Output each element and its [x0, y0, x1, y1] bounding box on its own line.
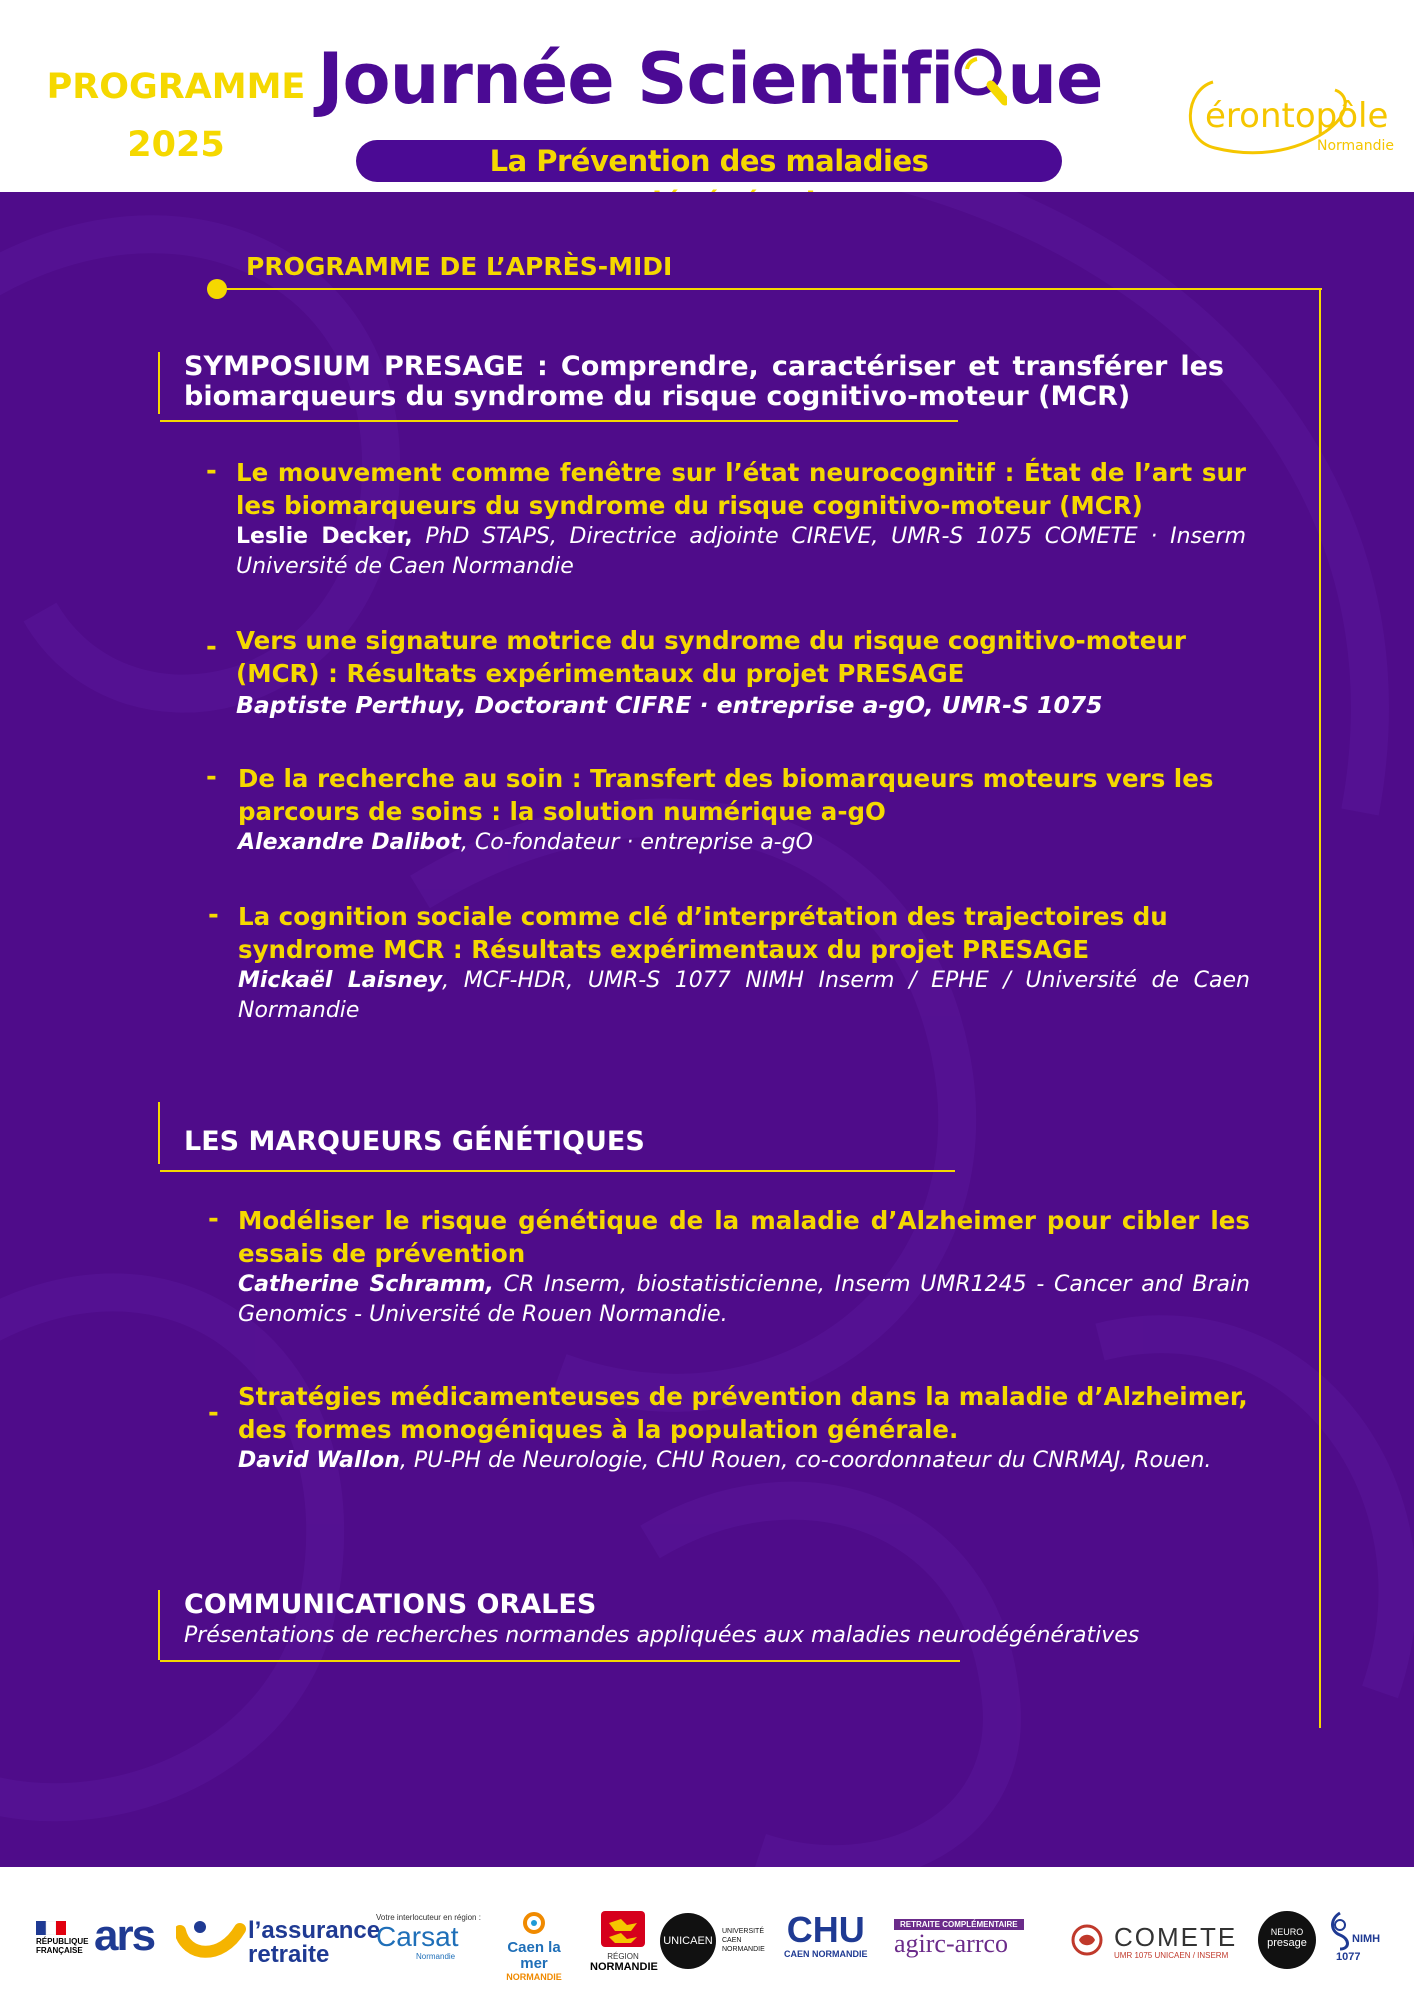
nimh-number: 1077 [1336, 1951, 1361, 1963]
ars-text: ars [94, 1911, 155, 1960]
caen-la-mer-icon [521, 1911, 547, 1935]
gerontopole-name: érontopôle [1205, 96, 1389, 136]
talk-speaker [236, 690, 1246, 720]
assurance-line2: retraite [248, 1941, 330, 1968]
nimh-logo [1326, 1911, 1386, 1963]
section-underline [160, 420, 958, 422]
magnifier-icon [953, 42, 1007, 96]
neuro-presage-logo [1258, 1911, 1316, 1969]
talk-item [208, 1380, 1250, 1476]
talk-title: Le mouvement comme fenêtre sur l’état neurocognitif : État de l’art sur les biomarqueurs du syndrome du risque cognitivo-moteur (MCR) [236, 458, 1246, 520]
speaker-details: CR Inserm, biostatisticienne, Inserm UMR1245 - Cancer and Brain Genomics - Université de Rouen Normandie. [238, 1272, 1251, 1327]
programme-year: 2025 [127, 125, 225, 165]
section-underline [160, 1170, 955, 1172]
speaker-name: Mickaël Laisney [238, 968, 443, 993]
list-dash: - [206, 632, 217, 662]
talk-item [208, 1204, 1250, 1330]
section-bar [158, 352, 160, 414]
assurance-line1: l’assurance [248, 1917, 381, 1944]
event-title-end: ue [1007, 38, 1103, 120]
republique-text: RÉPUBLIQUE FRANÇAISE [36, 1937, 89, 1955]
agirc-tagline: RETRAITE COMPLÉMENTAIRE [894, 1919, 1024, 1930]
agirc-arrco-logo [894, 1919, 1024, 1958]
speaker-name: David Wallon [238, 1448, 400, 1473]
unicaen-side-text: UNIVERSITÉ CAEN NORMANDIE [722, 1928, 765, 1953]
caen-line1: Caen la mer [507, 1939, 561, 1972]
talk-title: Stratégies médicamenteuses de prévention dans la maladie d’Alzheimer, des formes monogéniques à la population générale. [238, 1382, 1248, 1444]
talk-item [206, 624, 1246, 720]
region-line1: RÉGION [607, 1952, 639, 1961]
programme-label [36, 58, 316, 174]
nimh-text: NIMH [1352, 1933, 1381, 1945]
timeline-horizontal-line [220, 288, 1322, 290]
comete-sub: UMR 1075 UNICAEN / INSERM [1114, 1951, 1229, 1960]
carsat-tagline: Votre interlocuteur en région : [376, 1913, 481, 1922]
speaker-name: Baptiste Perthuy, Doctorant CIFRE · entreprise a-gO, UMR-S 1075 [236, 691, 1103, 719]
french-flag-icon [36, 1921, 66, 1935]
brain-logo [1070, 1923, 1104, 1962]
unicaen-badge: UNICAEN [660, 1913, 716, 1969]
speaker-name: Catherine Schramm, [238, 1272, 494, 1297]
speaker-details: , Co-fondateur · entreprise a-gO [460, 830, 813, 855]
list-dash: - [206, 456, 217, 486]
carsat-text: Carsat [376, 1921, 459, 1952]
talk-item [206, 762, 1246, 858]
neuro-line2: presage [1267, 1937, 1307, 1949]
gerontopole-logo [1175, 60, 1395, 170]
speaker-name: Leslie Decker, [236, 524, 413, 549]
talk-speaker [236, 522, 1246, 582]
section-bar [158, 1102, 160, 1164]
comete-logo [1114, 1923, 1237, 1960]
chu-logo [784, 1911, 868, 1959]
assurance-retraite-icon [176, 1919, 246, 1959]
oral-communications-heading: COMMUNICATIONS ORALES [184, 1589, 597, 1620]
talk-speaker [238, 966, 1250, 1026]
list-dash: - [208, 900, 219, 930]
event-title-text: Journée Scientifi [317, 38, 954, 120]
region-line2: NORMANDIE [590, 1961, 658, 1973]
nimh-icon [1326, 1911, 1354, 1951]
section-bar [158, 1590, 160, 1660]
neuro-line1: NEURO [1270, 1927, 1304, 1937]
ars-logo [94, 1911, 154, 1961]
afternoon-programme-title: PROGRAMME DE L’APRÈS-MIDI [246, 252, 673, 281]
speaker-details: , MCF-HDR, UMR-S 1077 NIMH Inserm / EPHE / Université de Caen Normandie [238, 968, 1250, 1023]
programme-line1: PROGRAMME [46, 67, 306, 107]
talk-item [206, 456, 1246, 582]
caen-la-mer-logo [494, 1911, 574, 1982]
assurance-retraite-text [248, 1919, 380, 1967]
event-subtitle: La Prévention des maladies [356, 140, 1062, 182]
list-dash: - [206, 762, 217, 792]
list-dash: - [208, 1398, 219, 1428]
carsat-sub: Normandie [416, 1952, 456, 1961]
chu-text: CHU [786, 1909, 865, 1950]
symposium-heading: SYMPOSIUM PRESAGE : Comprendre, caractériser et transférer les biomarqueurs du syndrome du risque cognitivo-moteur (MCR) [184, 351, 1224, 412]
programme-panel [0, 192, 1414, 1867]
carsat-logo [376, 1913, 481, 1961]
page-header [0, 0, 1414, 192]
genetics-heading: LES MARQUEURS GÉNÉTIQUES [184, 1126, 645, 1157]
speaker-name: Alexandre Dalibot [238, 830, 461, 855]
speaker-details: , PU-PH de Neurologie, CHU Rouen, co-coordonnateur du CNRMAJ, Rouen. [399, 1448, 1212, 1473]
normandie-lions-icon [601, 1911, 645, 1947]
event-title [300, 38, 1120, 120]
region-normandie-logo [590, 1911, 656, 1973]
brain-icon [1070, 1923, 1104, 1957]
unicaen-logo [660, 1913, 765, 1969]
talk-title: De la recherche au soin : Transfert des biomarqueurs moteurs vers les parcours de soins : la solution numérique a-gO [238, 764, 1214, 826]
agirc-text: agirc-arrco [894, 1929, 1009, 1958]
timeline-vertical-line [1319, 288, 1321, 1728]
chu-sub: CAEN NORMANDIE [784, 1949, 868, 1959]
section-underline [160, 1660, 960, 1662]
talk-title: La cognition sociale comme clé d’interprétation des trajectoires du syndrome MCR : Résultats expérimentaux du projet PRESAGE [238, 902, 1168, 964]
comete-text: COMETE [1114, 1922, 1238, 1952]
talk-item [208, 900, 1250, 1026]
talk-speaker [238, 1270, 1250, 1330]
talk-speaker [238, 1446, 1250, 1476]
list-dash: - [208, 1204, 219, 1234]
partner-logos [0, 1867, 1414, 2000]
caen-line2: NORMANDIE [506, 1972, 562, 1982]
talk-speaker [238, 828, 1246, 858]
gerontopole-sub: Normandie [1317, 138, 1395, 154]
talk-title: Vers une signature motrice du syndrome du risque cognitivo-moteur (MCR) : Résultats expérimentaux du projet PRESAGE [236, 626, 1186, 688]
republique-francaise-logo [36, 1921, 88, 1955]
oral-communications-subheading: Présentations de recherches normandes appliquées aux maladies neurodégénératives [184, 1623, 1140, 1648]
talk-title: Modéliser le risque génétique de la maladie d’Alzheimer pour cibler les essais de prévention [238, 1206, 1250, 1268]
speaker-details: PhD STAPS, Directrice adjointe CIREVE, UMR-S 1075 COMETE · Inserm Université de Caen Normandie [236, 524, 1247, 579]
